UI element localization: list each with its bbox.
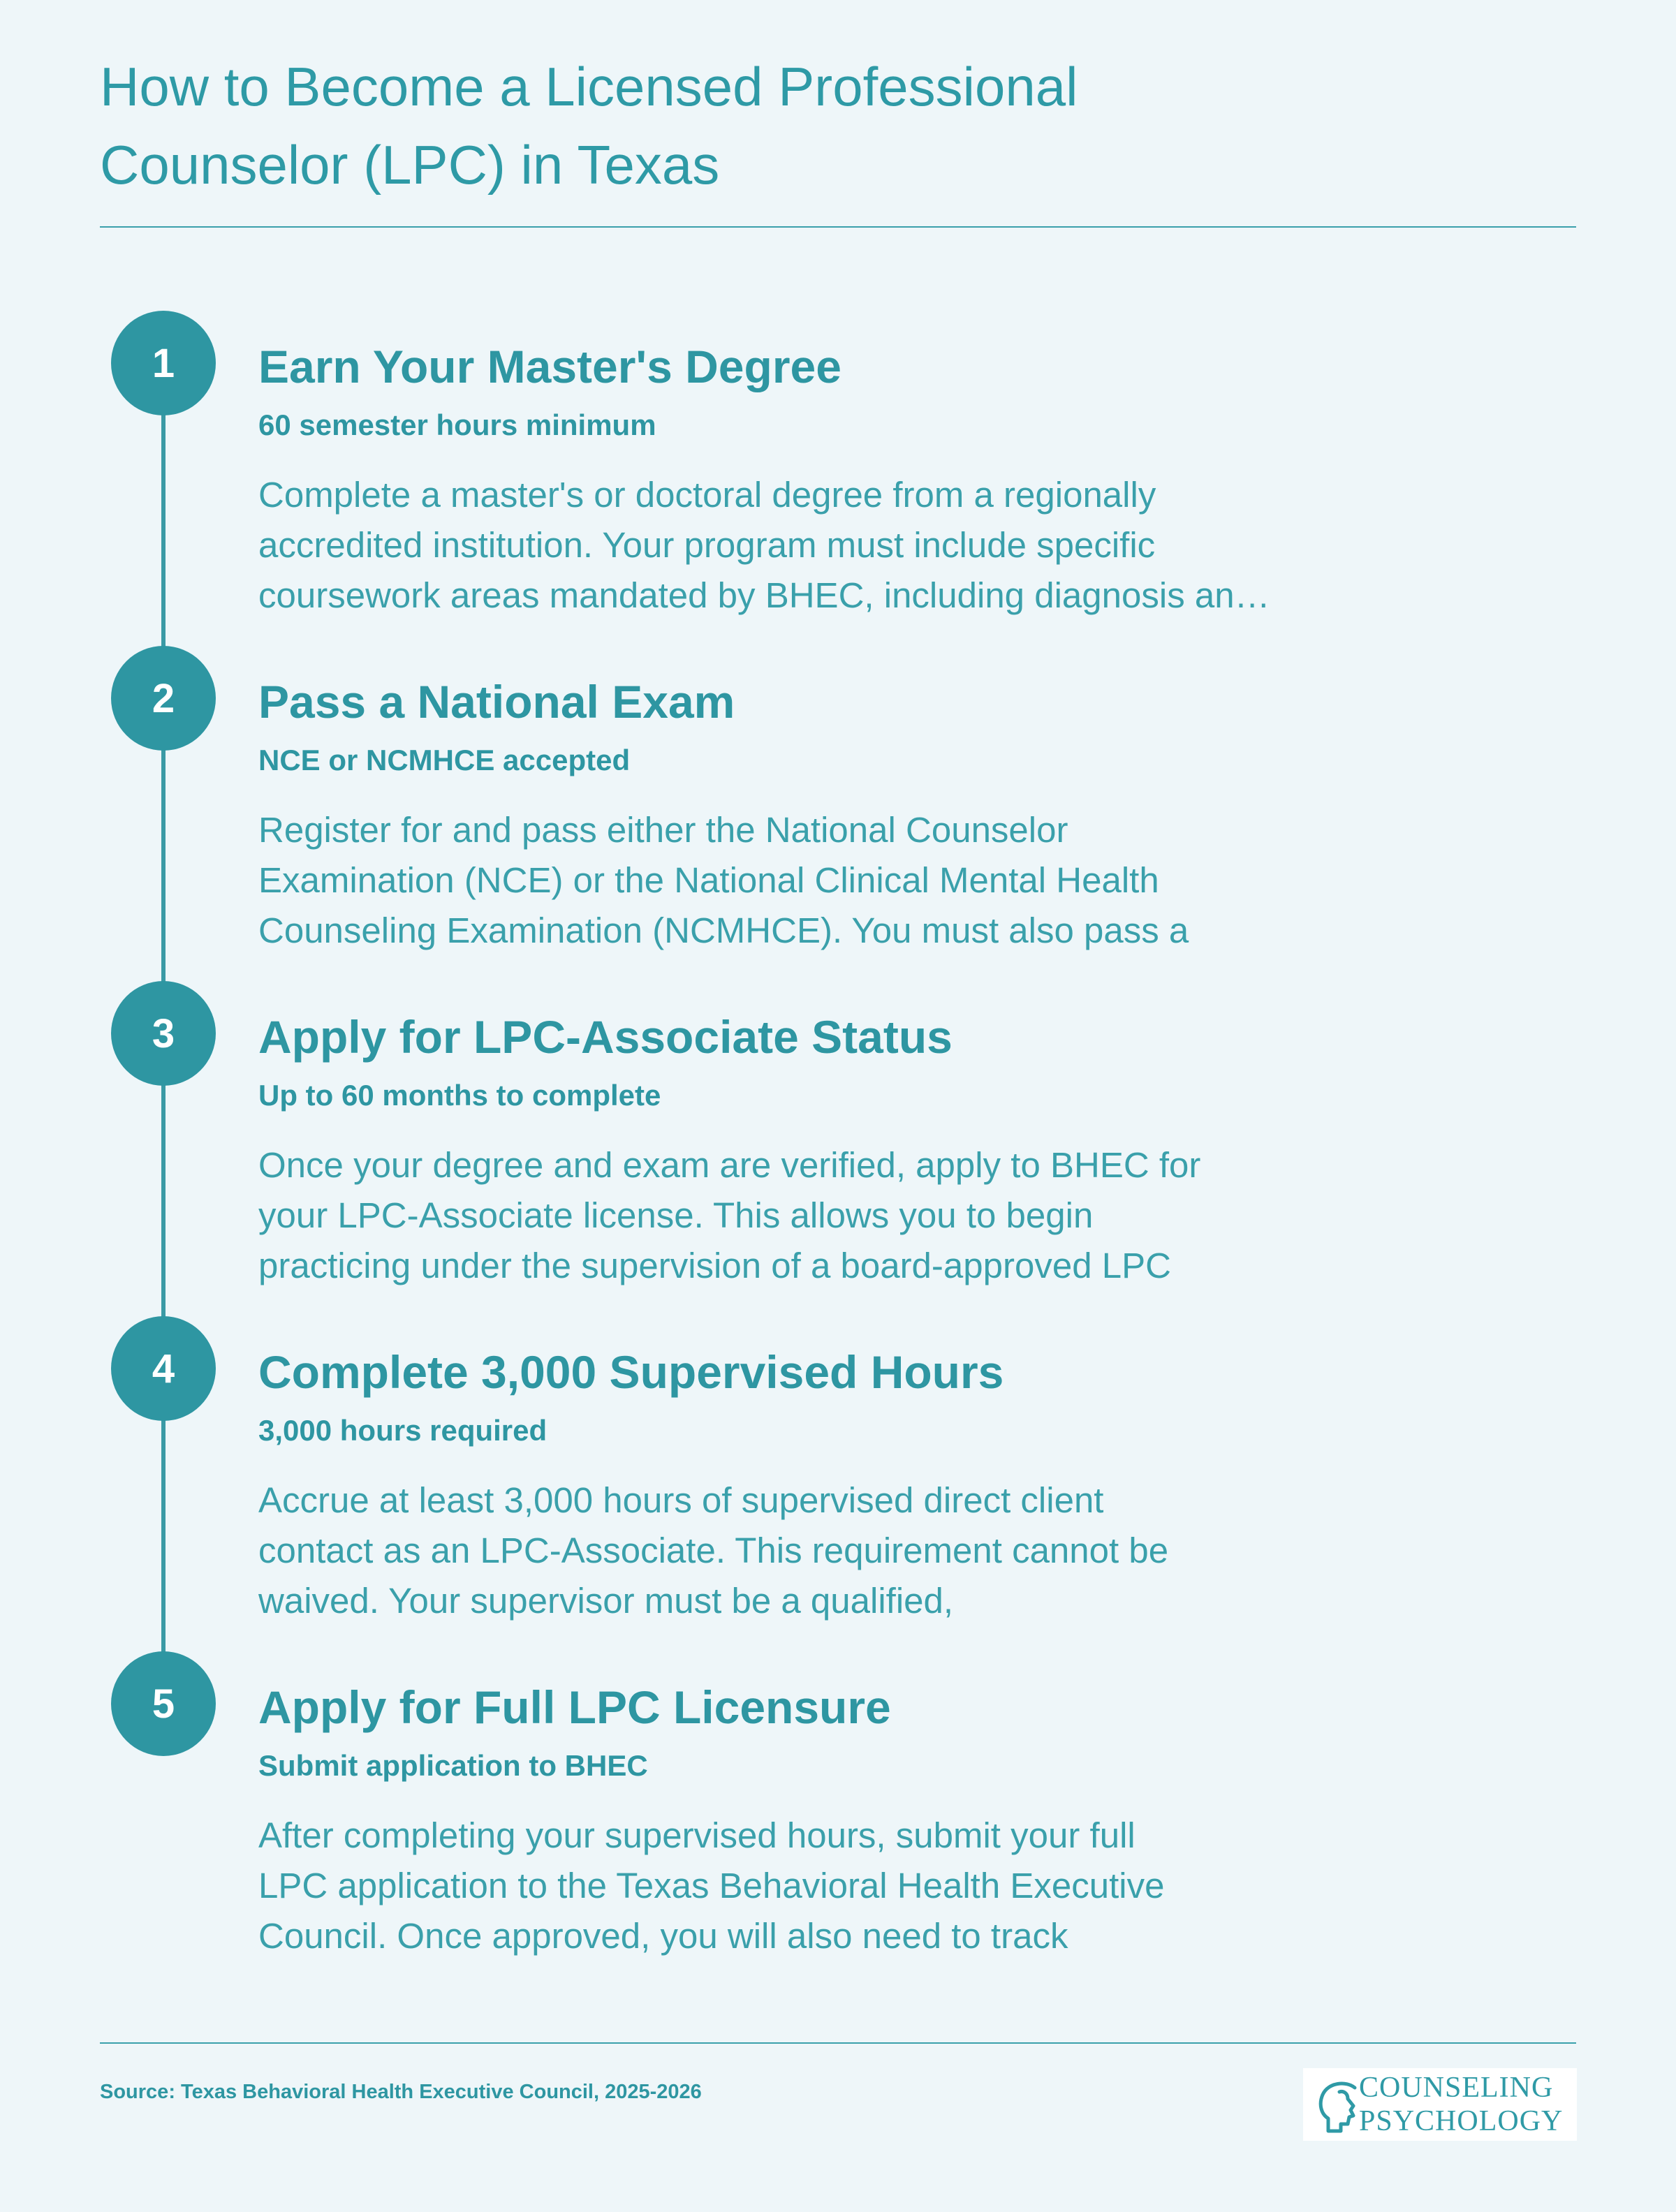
step-title: Apply for Full LPC Licensure bbox=[258, 1681, 891, 1733]
step-2 bbox=[0, 646, 1676, 953]
step-number-badge: 5 bbox=[111, 1651, 216, 1756]
step-description-line: Counseling Examination (NCMHCE). You must also pass a bbox=[258, 910, 1189, 950]
step-5 bbox=[0, 1651, 1676, 1959]
counseling-psychology-logo bbox=[1303, 2068, 1577, 2141]
step-description-line: accredited institution. Your program must include specific bbox=[258, 525, 1156, 565]
step-1 bbox=[0, 311, 1676, 618]
step-4 bbox=[0, 1316, 1676, 1623]
step-subtitle: 3,000 hours required bbox=[258, 1414, 547, 1447]
page-title bbox=[100, 47, 1427, 204]
step-number-badge: 4 bbox=[111, 1316, 216, 1421]
head-profile-icon bbox=[1313, 2078, 1366, 2134]
step-number-badge: 3 bbox=[111, 981, 216, 1086]
step-description-line: coursework areas mandated by BHEC, including diagnosis an… bbox=[258, 575, 1270, 615]
page-title-line-1: How to Become a Licensed Professional bbox=[100, 56, 1078, 117]
step-description bbox=[258, 805, 1390, 956]
step-description bbox=[258, 470, 1390, 621]
step-description-line: LPC application to the Texas Behavioral Health Executive bbox=[258, 1866, 1165, 1905]
step-3 bbox=[0, 981, 1676, 1288]
page-title-line-2: Counselor (LPC) in Texas bbox=[100, 134, 720, 196]
step-title: Complete 3,000 Supervised Hours bbox=[258, 1346, 1004, 1398]
step-title: Pass a National Exam bbox=[258, 676, 735, 728]
header-divider bbox=[100, 226, 1576, 228]
logo-line-2: PSYCHOLOGY bbox=[1359, 2105, 1564, 2137]
step-description-line: Council. Once approved, you will also need to track bbox=[258, 1916, 1068, 1956]
step-description bbox=[258, 1140, 1390, 1291]
logo-line-1: COUNSELING bbox=[1359, 2072, 1554, 2104]
step-subtitle: 60 semester hours minimum bbox=[258, 408, 656, 441]
step-description-line: practicing under the supervision of a board-approved LPC bbox=[258, 1246, 1171, 1285]
footer-divider bbox=[100, 2042, 1576, 2044]
step-description-line: waived. Your supervisor must be a qualified, bbox=[258, 1581, 954, 1621]
step-title: Apply for LPC-Associate Status bbox=[258, 1011, 953, 1063]
step-description-line: After completing your supervised hours, submit your full bbox=[258, 1815, 1135, 1855]
step-title: Earn Your Master's Degree bbox=[258, 341, 841, 392]
step-subtitle: Submit application to BHEC bbox=[258, 1749, 648, 1782]
step-description bbox=[258, 1475, 1390, 1626]
source-note: Source: Texas Behavioral Health Executive Council, 2025-2026 bbox=[100, 2081, 702, 2103]
step-description-line: Once your degree and exam are verified, apply to BHEC for bbox=[258, 1145, 1201, 1185]
step-subtitle: Up to 60 months to complete bbox=[258, 1079, 661, 1112]
step-description-line: Accrue at least 3,000 hours of supervised direct client bbox=[258, 1480, 1104, 1520]
step-description-line: Register for and pass either the National Counselor bbox=[258, 810, 1068, 850]
step-description bbox=[258, 1811, 1390, 1961]
step-number-badge: 2 bbox=[111, 646, 216, 751]
step-description-line: contact as an LPC-Associate. This requirement cannot be bbox=[258, 1531, 1169, 1570]
step-description-line: your LPC-Associate license. This allows you to begin bbox=[258, 1195, 1094, 1235]
step-description-line: Examination (NCE) or the National Clinical Mental Health bbox=[258, 860, 1159, 900]
step-number-badge: 1 bbox=[111, 311, 216, 415]
step-description-line: Complete a master's or doctoral degree from a regionally bbox=[258, 475, 1156, 515]
step-subtitle: NCE or NCMHCE accepted bbox=[258, 744, 631, 776]
